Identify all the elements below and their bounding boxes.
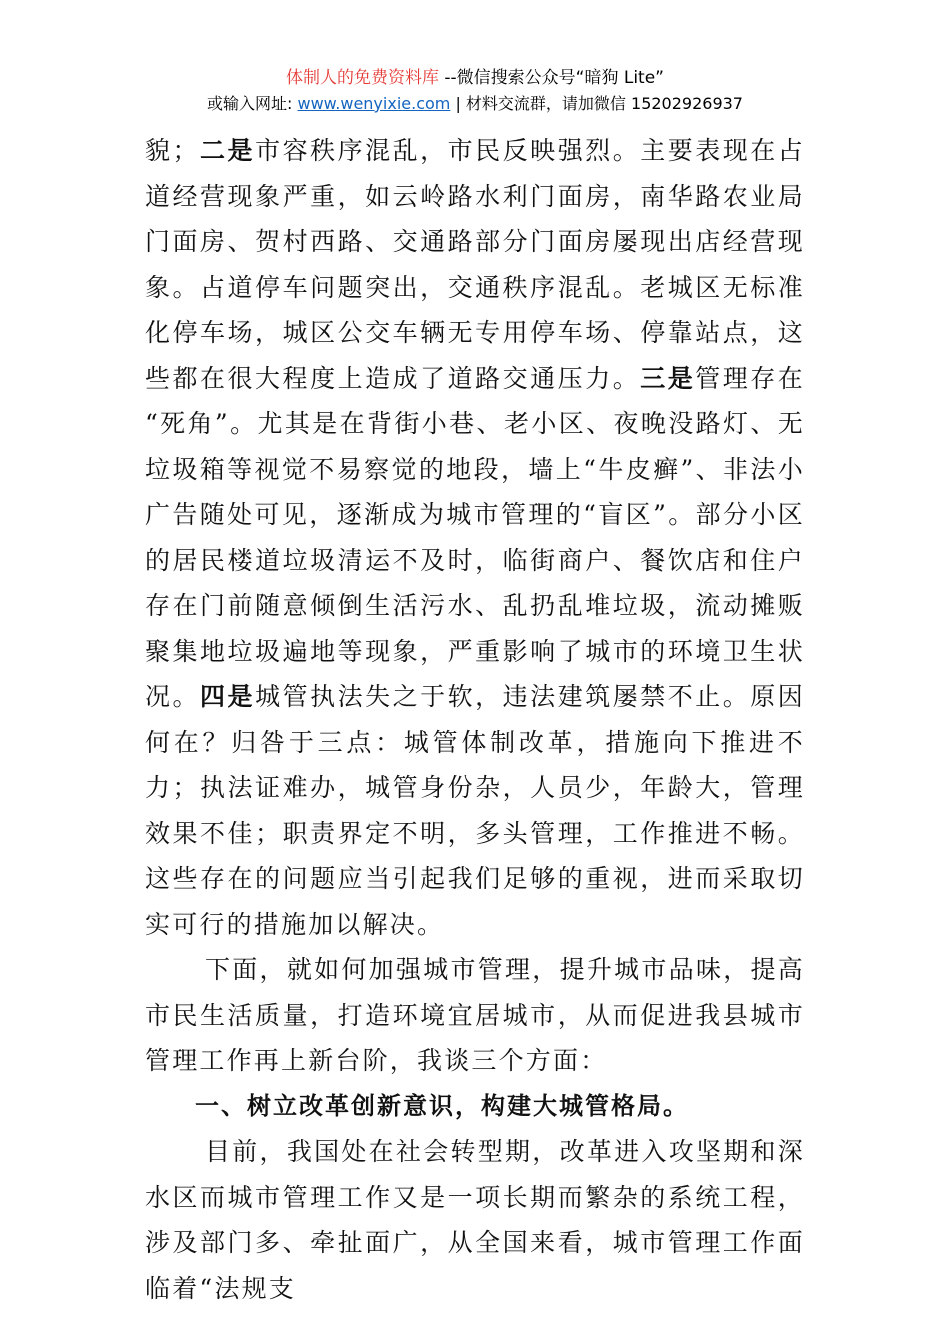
- paragraph-text: 市容秩序混乱，市民反映强烈。主要表现在占道经营现象严重，如云岭路水利门面房，南华路农业局门面房、贺村西路、交通路部分门面房屡现出店经营现象。占道停车问题突出，交通秩序混乱。老城区无标准化停车场，城区公交车辆无专用停车场、停靠站点，这些都在很大程度上造成了道路交通压力。: [145, 136, 805, 393]
- header-brand: 体制人的免费资料库: [285, 68, 439, 88]
- header-contact-line: [0, 92, 950, 116]
- paragraph-section-one: 目前，我国处在社会转型期，改革进入攻坚期和深水区而城市管理工作又是一项长期而繁杂的系统工程，涉及部门多、牵扯面广，从全国来看，城市管理工作面临着“法规支: [145, 1137, 805, 1303]
- header-url-prefix: 或输入网址:: [207, 94, 298, 113]
- header-tagline: --微信搜索公众号“暗狗 Lite”: [438, 68, 664, 88]
- point-two-label: 二是: [199, 136, 256, 165]
- watermark-header: [0, 66, 950, 116]
- paragraph-text: 貌；: [145, 136, 200, 165]
- header-promo-line: [0, 66, 950, 90]
- paragraph-text: 管理存在 “死角”。尤其是在背街小巷、老小区、夜晚没路灯、无垃圾箱等视觉不易察觉的地段，墙上“牛皮癣”、非法小广告随处可见，逐渐成为城市管理的“盲区”。部分小区的居民楼道垃圾清运不及时，临街商户、餐饮店和住户存在门前随意倾倒生活污水、乱扔乱堆垃圾，流动摊贩聚集地垃圾遍地等现象，严重影响了城市的环境卫生状况。: [145, 363, 805, 711]
- paragraph-problems: [145, 128, 805, 947]
- section-heading: 一、树立改革创新意识，构建大城管格局。: [195, 1091, 689, 1120]
- header-url-link[interactable]: www.wenyixie.com: [297, 94, 451, 113]
- header-contact-suffix: | 材料交流群，请加微信 15202926937: [450, 94, 743, 113]
- point-three-label: 三是: [640, 363, 696, 393]
- paragraph-text: 城管执法失之于软，违法建筑屡禁不止。原因何在？归咎于三点：城管体制改革，措施向下推进不力；执法证难办，城管身份杂，人员少，年龄大，管理效果不佳；职责界定不明，多头管理，工作推进不畅。这些存在的问题应当引起我们足够的重视，进而采取切实可行的措施加以解决。: [145, 682, 805, 939]
- paragraph-intro: 下面，就如何加强城市管理，提升城市品味，提高市民生活质量，打造环境宜居城市，从而促进我县城市管理工作再上新台阶，我谈三个方面：: [145, 955, 805, 1075]
- document-body: [145, 128, 805, 1311]
- point-four-label: 四是: [200, 682, 256, 711]
